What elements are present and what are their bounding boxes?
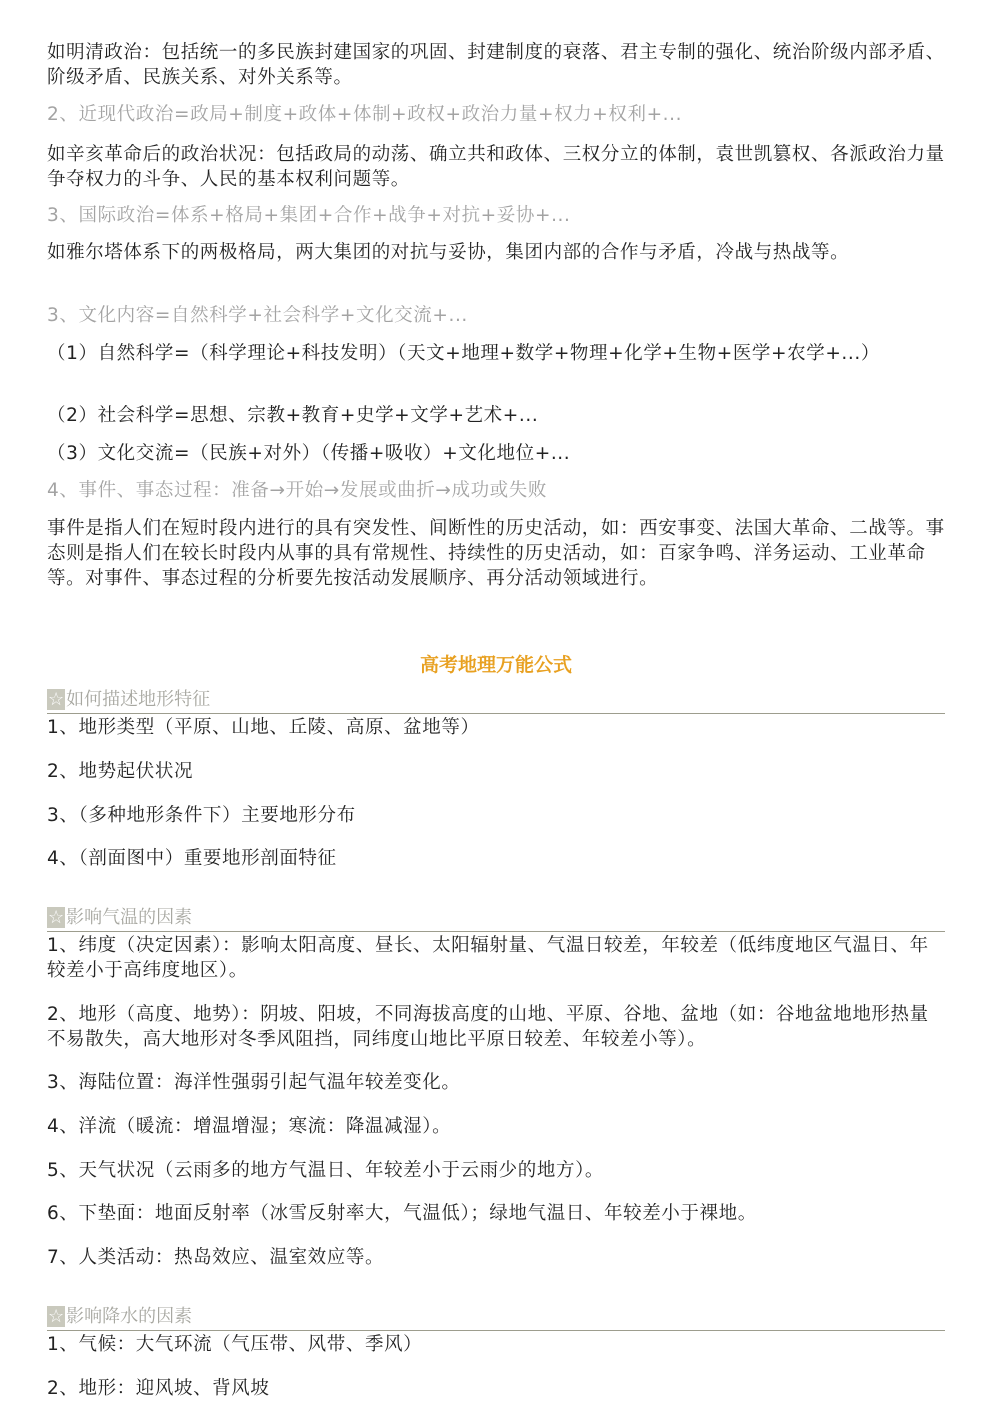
section-heading-precipitation	[47, 1303, 945, 1331]
culture-item-cultural-exchange: （3）文化交流=（民族+对外）（传播+吸收）+文化地位+...	[47, 443, 571, 464]
list-item: 1、气候：大气环流（气压带、风带、季风）	[47, 1334, 423, 1355]
heading-international-politics: 3、国际政治=体系+格局+集团+合作+战争+对抗+妥协+...	[47, 205, 571, 226]
heading-culture-content: 3、文化内容=自然科学+社会科学+文化交流+...	[47, 305, 468, 326]
list-item: 2、地势起伏状况	[47, 761, 194, 782]
section-heading-text: 如何描述地形特征	[66, 689, 211, 710]
list-item: 2、地形（高度、地势）：阴坡、阳坡，不同海拔高度的山地、平原、谷地、盆地（如：谷地盆地地形热量不易散失，高大地形对冬季风阻挡，同纬度山地比平原日较差、年较差小等）。	[47, 1004, 929, 1050]
section-heading-text: 影响降水的因素	[66, 1306, 193, 1327]
list-item: 4、洋流（暖流：增温增湿；寒流：降温减湿）。	[47, 1116, 452, 1137]
list-item: 7、人类活动：热岛效应、温室效应等。	[47, 1247, 385, 1268]
document-title: 高考地理万能公式	[419, 654, 572, 676]
star-icon: ☆	[48, 689, 65, 710]
list-item: 1、纬度（决定因素）：影响太阳高度、昼长、太阳辐射量、气温日较差，年较差（低纬度地区气温日、年较差小于高纬度地区）。	[47, 935, 929, 981]
paragraph-ming-qing-politics: 如明清政治：包括统一的多民族封建国家的巩固、封建制度的衰落、君主专制的强化、统治阶级内部矛盾、阶级矛盾、民族关系、对外关系等。	[47, 42, 945, 88]
section-heading-temperature	[47, 904, 945, 932]
list-item: 3、海陆位置：海洋性强弱引起气温年较差变化。	[47, 1072, 461, 1093]
star-icon: ☆	[48, 1306, 65, 1327]
list-item: 1、地形类型（平原、山地、丘陵、高原、盆地等）	[47, 717, 480, 738]
paragraph-events-explanation: 事件是指人们在短时段内进行的具有突发性、间断性的历史活动，如：西安事变、法国大革命、二战等。事态则是指人们在较长时段内从事的具有常规性、持续性的历史活动，如：百家争鸣、洋务运动、工业革命等。对事件、事态过程的分析要先按活动发展顺序、再分活动领域进行。	[47, 518, 945, 589]
section-heading-terrain	[47, 686, 945, 714]
star-icon: ☆	[48, 907, 65, 928]
list-item: 4、（剖面图中）重要地形剖面特征	[47, 848, 337, 869]
heading-event-process: 4、事件、事态过程：准备→开始→发展或曲折→成功或失败	[47, 480, 547, 501]
culture-item-natural-science: （1）自然科学=（科学理论+科技发明）（天文+地理+数学+物理+化学+生物+医学+农学+...）	[47, 343, 880, 364]
list-item: 2、地形：迎风坡、背风坡	[47, 1378, 270, 1399]
paragraph-yalta-system: 如雅尔塔体系下的两极格局，两大集团的对抗与妥协，集团内部的合作与矛盾，冷战与热战等。	[47, 242, 850, 263]
heading-modern-politics: 2、近现代政治=政局+制度+政体+体制+政权+政治力量+权力+权利+...	[47, 104, 683, 125]
list-item: 6、下垫面：地面反射率（冰雪反射率大，气温低）；绿地气温日、年较差小于裸地。	[47, 1203, 757, 1224]
culture-item-social-science: （2）社会科学=思想、宗教+教育+史学+文学+艺术+...	[47, 405, 539, 426]
section-heading-text: 影响气温的因素	[66, 907, 193, 928]
list-item: 5、天气状况（云雨多的地方气温日、年较差小于云雨少的地方）。	[47, 1160, 605, 1181]
paragraph-xinhai-revolution: 如辛亥革命后的政治状况：包括政局的动荡、确立共和政体、三权分立的体制，袁世凯篡权、各派政治力量争夺权力的斗争、人民的基本权利问题等。	[47, 144, 945, 190]
list-item: 3、（多种地形条件下）主要地形分布	[47, 805, 356, 826]
